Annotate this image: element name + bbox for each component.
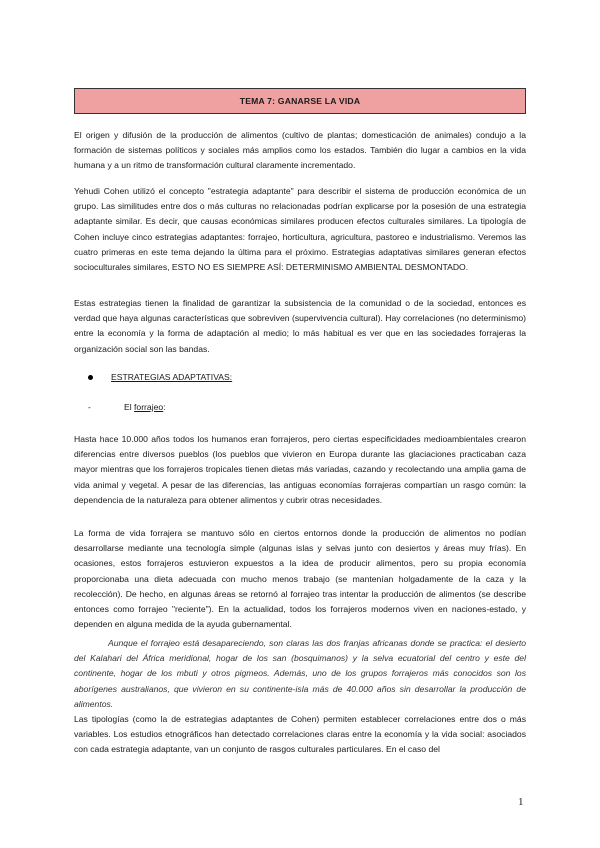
paragraph-strategies: Estas estrategias tienen la finalidad de garantizar la subsistencia de la comunidad o de la sociedad, entonces es verdad que haya algunas características que sobreviven (supervivencia cultural). Hay correlaciones (no determinismo) entre la economía y la forma de adaptación al medio; lo más habitual es ver que en las sociedades forrajeras la organización social son las bandas. <box>74 298 526 354</box>
bullet-item <box>88 372 232 382</box>
paragraph-quote <box>74 636 526 712</box>
quote-text: Aunque el forrajeo está desapareciendo, son claras las dos franjas africanas donde se practica: el desierto del Kalahari del África meridional, hogar de los san (bosquimanos) y la selva ecuatorial del centro y este del continente, hogar de los mbuti y otros pigmeos. Además, uno de los grupos forrajeros más conocidos son los aborígenes australianos, que vivieron en su continente-isla más de 40.000 años sin desarrollar la producción de alimentos. <box>74 638 526 709</box>
paragraph-history: Hasta hace 10.000 años todos los humanos eran forrajeros, pero ciertas especificidades medioambientales crearon diferencias entre diversos pueblos (los pueblos que vivieron en Europa durante las glaciaciones practicaban caza mayor mientras que los forrajeros tropicales tienen dietas más variadas, cazando y recolectando una amplia gama de vida animal y vegetal. A pesar de las diferencias, las antiguas economías forrajeras compartían un rasgo común: la dependencia de la naturaleza para obtener alimentos y cubrir otras necesidades. <box>74 434 526 505</box>
paragraph-typologies: Las tipologías (como la de estrategias adaptantes de Cohen) permiten establecer correlaciones entre dos o más variables. Los estudios etnográficos han detectado correlaciones claras entre la economía y la vida social: asociados con cada estrategia adaptante, van un conjunto de rasgos culturales particulares. En el caso del <box>74 714 526 755</box>
page-number: 1 <box>518 796 524 808</box>
bullet-label: ESTRATEGIAS ADAPTATIVAS: <box>111 372 233 382</box>
sub-heading-prefix: El <box>124 402 135 412</box>
sub-heading <box>88 402 166 412</box>
sub-heading-term: forrajeo <box>134 402 164 412</box>
paragraph-intro: El origen y difusión de la producción de alimentos (cultivo de plantas; domesticación de animales) condujo a la formación de sistemas políticos y sociales más amplios como los estados. También dio lugar a cambios en la vida humana y a un ritmo de transformación cultural claramente incrementado. <box>74 130 526 171</box>
paragraph-cohen: Yehudi Cohen utilizó el concepto "estrategia adaptante" para describir el sistema de producción económica de un grupo. Las similitudes entre dos o más culturas no relacionadas podrían explicarse por la posesión de una estrategia adaptante similar. Es decir, que causas económicas similares producen efectos culturales similares. La tipología de Cohen incluye cinco estrategias adaptantes: forrajeo, horticultura, agricultura, pastoreo e industrialismo. Veremos las cuatro primeras en este tema dejando la última para el próximo. Estrategias adaptativas similares generan efectos socioculturales similares, ESTO NO ES SIEMPRE ASÍ: DETERMINISMO AMBIENTAL DESMONTADO. <box>74 186 526 273</box>
sub-heading-suffix: : <box>163 402 166 412</box>
bullet-icon <box>88 375 93 380</box>
paragraph-environments: La forma de vida forrajera se mantuvo sólo en ciertos entornos donde la producción de alimentos no podían desarrollarse mediante una tecnología simple (algunas islas y selvas junto con desiertos y áreas muy frías). En ocasiones, estos forrajeros estuvieron expuestos a la idea de producir alimentos, pero su propia economía proporcionaba una dieta adecuada con mucho menos trabajo (se mantenían holgadamente de la caza y la recolección). De hecho, en algunas áreas se retornó al forrajeo tras intentar la producción de alimentos (se describe entonces como forrajeo "reciente"). En la actualidad, todos los forrajeros modernos viven en naciones-estado, y dependen en alguna medida de la ayuda gubernamental. <box>74 528 526 630</box>
page-title: TEMA 7: GANARSE LA VIDA <box>74 88 526 114</box>
dash-icon: - <box>88 402 91 412</box>
